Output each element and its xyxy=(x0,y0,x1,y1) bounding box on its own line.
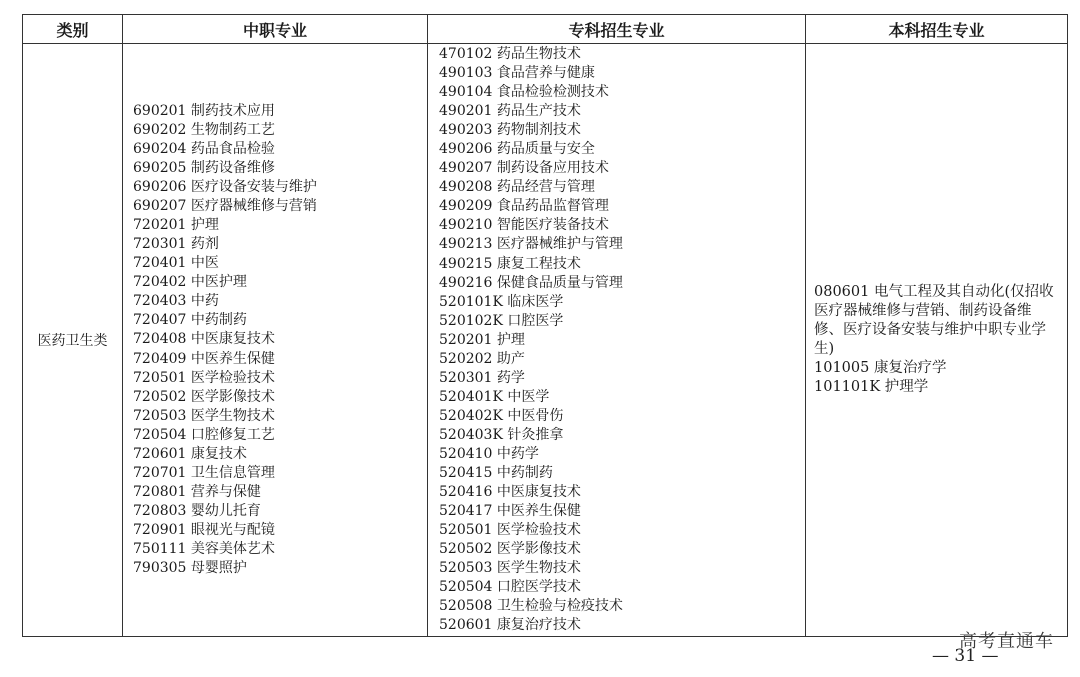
table-row xyxy=(23,44,1068,637)
list-item: 520201 护理 xyxy=(439,331,525,348)
list-item: 520402K 中医骨伤 xyxy=(439,407,564,424)
list-item: 520601 康复治疗技术 xyxy=(439,617,581,634)
list-item: 720801 营养与保健 xyxy=(133,483,261,500)
list-item: 720301 药剂 xyxy=(133,236,219,253)
header-benke: 本科招生专业 xyxy=(806,15,1068,44)
list-item: 750111 美容美体艺术 xyxy=(133,540,275,557)
list-item: 520416 中医康复技术 xyxy=(439,484,581,501)
list-item: 520502 医学影像技术 xyxy=(439,541,581,558)
list-item: 690201 制药技术应用 xyxy=(133,102,275,119)
list-item: 520401K 中医学 xyxy=(439,388,550,405)
list-item: 720701 卫生信息管理 xyxy=(133,464,275,481)
list-item: 520403K 针灸推拿 xyxy=(439,426,564,443)
list-item: 720201 护理 xyxy=(133,217,219,234)
list-item: 490208 药品经营与管理 xyxy=(439,179,595,196)
list-item: 720409 中医养生保健 xyxy=(133,350,275,367)
list-item: 720803 婴幼儿托育 xyxy=(133,502,261,519)
list-item: 490203 药物制剂技术 xyxy=(439,122,581,139)
page-number: — 31 — xyxy=(932,646,999,666)
zhongzhi-cell xyxy=(123,44,428,637)
watermark-text: 高考直通车 xyxy=(959,631,1054,652)
benke-cell xyxy=(806,44,1068,637)
list-item: 690207 医疗器械维修与营销 xyxy=(133,198,317,215)
list-item: 720407 中药制药 xyxy=(133,312,247,329)
list-item: 520504 口腔医学技术 xyxy=(439,579,581,596)
list-item: 790305 母婴照护 xyxy=(133,560,247,577)
list-item: 720504 口腔修复工艺 xyxy=(133,426,275,443)
list-item: 690206 医疗设备安装与维护 xyxy=(133,179,317,196)
list-item: 490210 智能医疗装备技术 xyxy=(439,217,609,234)
list-item: 720401 中医 xyxy=(133,255,219,272)
list-item: 101005 康复治疗学 xyxy=(814,360,947,376)
list-item: 520301 药学 xyxy=(439,369,525,386)
list-item: 490207 制药设备应用技术 xyxy=(439,160,609,177)
list-item: 520102K 口腔医学 xyxy=(439,312,564,329)
list-item: 690205 制药设备维修 xyxy=(133,160,275,177)
list-item: 690204 药品食品检验 xyxy=(133,141,275,157)
benke-list xyxy=(814,283,1059,397)
list-item: 720901 眼视光与配镜 xyxy=(133,521,275,538)
list-item: 520202 助产 xyxy=(439,350,525,367)
list-item: 720408 中医康复技术 xyxy=(133,331,275,348)
list-item: 720402 中医护理 xyxy=(133,274,247,291)
list-item: 490201 药品生产技术 xyxy=(439,103,581,120)
header-zhuanke: 专科招生专业 xyxy=(428,15,806,44)
list-item: 520501 医学检验技术 xyxy=(439,522,581,539)
list-item: 520508 卫生检验与检疫技术 xyxy=(439,598,623,615)
list-item: 490215 康复工程技术 xyxy=(439,255,581,272)
list-item: 520503 医学生物技术 xyxy=(439,560,581,577)
zhongzhi-list xyxy=(133,102,427,578)
header-row xyxy=(23,15,1068,44)
list-item: 720601 康复技术 xyxy=(133,445,247,462)
list-item: 080601 电气工程及其自动化(仅招收医疗器械维修与营销、制药设备维修、医疗设备安装与维护中职专业学生) xyxy=(814,284,1054,357)
header-category: 类别 xyxy=(23,15,123,44)
list-item: 490209 食品药品监督管理 xyxy=(439,198,609,215)
list-item: 490213 医疗器械维护与管理 xyxy=(439,236,623,253)
list-item: 520417 中医养生保健 xyxy=(439,503,581,520)
category-cell: 医药卫生类 xyxy=(23,44,123,637)
list-item: 520101K 临床医学 xyxy=(439,293,564,310)
list-item: 490104 食品检验检测技术 xyxy=(439,84,609,101)
list-item: 101101K 护理学 xyxy=(814,379,929,395)
list-item: 720501 医学检验技术 xyxy=(133,369,275,386)
list-item: 720503 医学生物技术 xyxy=(133,407,275,424)
list-item: 720403 中药 xyxy=(133,293,219,310)
list-item: 490103 食品营养与健康 xyxy=(439,65,595,82)
zhuanke-cell xyxy=(428,44,806,637)
header-zhongzhi: 中职专业 xyxy=(123,15,428,44)
list-item: 520410 中药学 xyxy=(439,445,539,462)
major-table xyxy=(22,14,1068,637)
list-item: 520415 中药制药 xyxy=(439,465,553,482)
list-item: 690202 生物制药工艺 xyxy=(133,121,275,138)
zhuanke-list xyxy=(439,45,805,635)
list-item: 490206 药品质量与安全 xyxy=(439,141,595,158)
list-item: 490216 保健食品质量与管理 xyxy=(439,274,623,291)
list-item: 470102 药品生物技术 xyxy=(439,46,581,62)
list-item: 720502 医学影像技术 xyxy=(133,388,275,405)
